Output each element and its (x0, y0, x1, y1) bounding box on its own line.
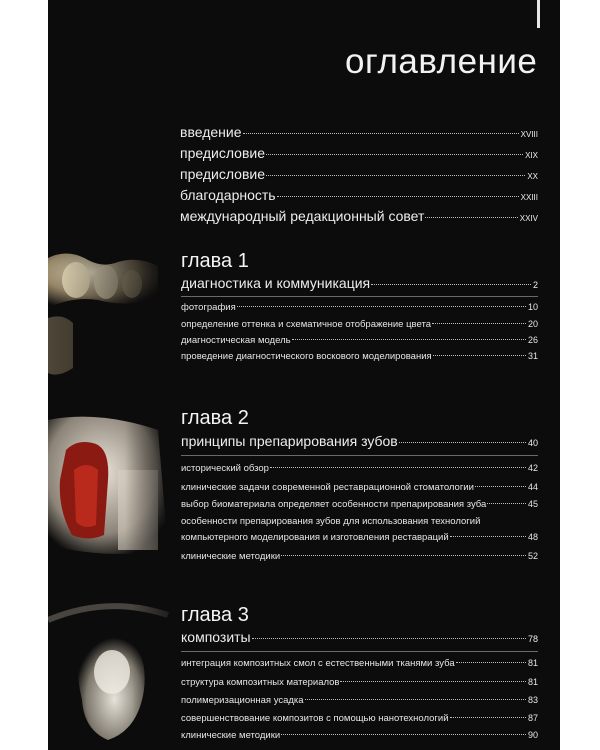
toc-section (181, 463, 538, 477)
chapter-3-subtitle (181, 629, 538, 649)
toc-section-label: структура композитных материалов (181, 677, 340, 688)
chapter-subtitle-label: диагностика и коммуникация (181, 275, 371, 291)
chapter-2-subtitle (181, 433, 538, 453)
chapter-2-heading: глава 2 (181, 407, 249, 429)
teeth-photo-3 (48, 590, 188, 750)
toc-section-page: 81 (527, 677, 538, 687)
chapter-subtitle-page: 78 (527, 634, 538, 644)
toc-section-label: компьютерного моделирования и изготовления реставраций (181, 532, 449, 543)
toc-entry-page: XX (527, 172, 538, 181)
toc-section-page: 45 (527, 499, 538, 509)
toc-entry-page: XXIV (519, 214, 538, 223)
chapter-1-subtitle (181, 275, 538, 295)
toc-section (181, 482, 538, 496)
divider (181, 651, 538, 652)
toc-section-label: определение оттенка и схематичное отображение цвета (181, 319, 431, 330)
chapter-subtitle-label: композиты (181, 629, 251, 645)
toc-section-page: 81 (527, 658, 538, 668)
chapter-3-heading: глава 3 (181, 604, 249, 626)
toc-section-label: диагностическая модель (181, 335, 291, 346)
chapter-1-heading: глава 1 (181, 250, 249, 272)
toc-entry-page: XVIII (520, 130, 538, 139)
toc-section (181, 677, 538, 691)
toc-entry-page: XXIII (520, 193, 538, 202)
toc-section-page: 52 (527, 551, 538, 561)
toc-section-page: 90 (527, 730, 538, 740)
toc-entry-label: предисловие (180, 145, 265, 161)
toc-section-label: совершенствование композитов с помощью нанотехнологий (181, 713, 449, 724)
divider (181, 296, 538, 297)
toc-entry-label: международный редакционный совет (180, 208, 425, 224)
toc-section-page: 10 (527, 302, 538, 312)
toc-entry-intro (180, 124, 538, 143)
toc-section-label: фотография (181, 302, 236, 313)
chapter-subtitle-page: 40 (527, 438, 538, 448)
toc-section-page: 20 (527, 319, 538, 329)
toc-section (181, 730, 538, 744)
toc-entry-editorial-board (180, 208, 538, 227)
toc-section-page: 26 (527, 335, 538, 345)
teeth-photo-1 (48, 238, 188, 388)
toc-section (181, 532, 538, 546)
toc-section (181, 319, 538, 333)
page-title: оглавление (345, 42, 538, 81)
toc-section-label: клинические задачи современной реставрационной стоматологии (181, 482, 474, 493)
toc-section-page: 87 (527, 713, 538, 723)
toc-section-label: исторический обзор (181, 463, 269, 474)
toc-section-page: 31 (527, 351, 538, 361)
toc-section (181, 695, 538, 709)
teeth-photo-2 (48, 410, 188, 570)
toc-section-page: 42 (527, 463, 538, 473)
chapter-subtitle-page: 2 (532, 280, 538, 290)
toc-section (181, 335, 538, 349)
top-marker (537, 0, 540, 28)
toc-section-label: полимеризационная усадка (181, 695, 304, 706)
toc-entry-page: XIX (525, 151, 538, 160)
toc-entry-preface-1 (180, 145, 538, 164)
toc-section-label: проведение диагностического воскового моделирования (181, 351, 432, 362)
toc-entry-preface-2 (180, 166, 538, 185)
toc-entry-acknowledgements (180, 187, 538, 206)
toc-section-page: 83 (527, 695, 538, 705)
toc-section-label: выбор биоматериала определяет особенности препарирования зуба (181, 499, 487, 510)
toc-entry-label: предисловие (180, 166, 265, 182)
toc-section (181, 551, 538, 565)
toc-section (181, 658, 538, 672)
divider (181, 455, 538, 456)
chapter-subtitle-label: принципы препарирования зубов (181, 433, 398, 449)
toc-section-label-line1: особенности препарирования зубов для использования технологий (181, 516, 481, 527)
toc-section (181, 351, 538, 365)
toc-entry-label: введение (180, 124, 242, 140)
toc-section-page: 48 (527, 532, 538, 542)
toc-section-label: клинические методики (181, 730, 281, 741)
toc-section (181, 302, 538, 316)
toc-section (181, 499, 538, 513)
toc-section (181, 713, 538, 727)
book-page (48, 0, 560, 750)
toc-section-label: интеграция композитных смол с естественными тканями зуба (181, 658, 455, 669)
toc-section-label: клинические методики (181, 551, 281, 562)
toc-section-page: 44 (527, 482, 538, 492)
toc-entry-label: благодарность (180, 187, 276, 203)
